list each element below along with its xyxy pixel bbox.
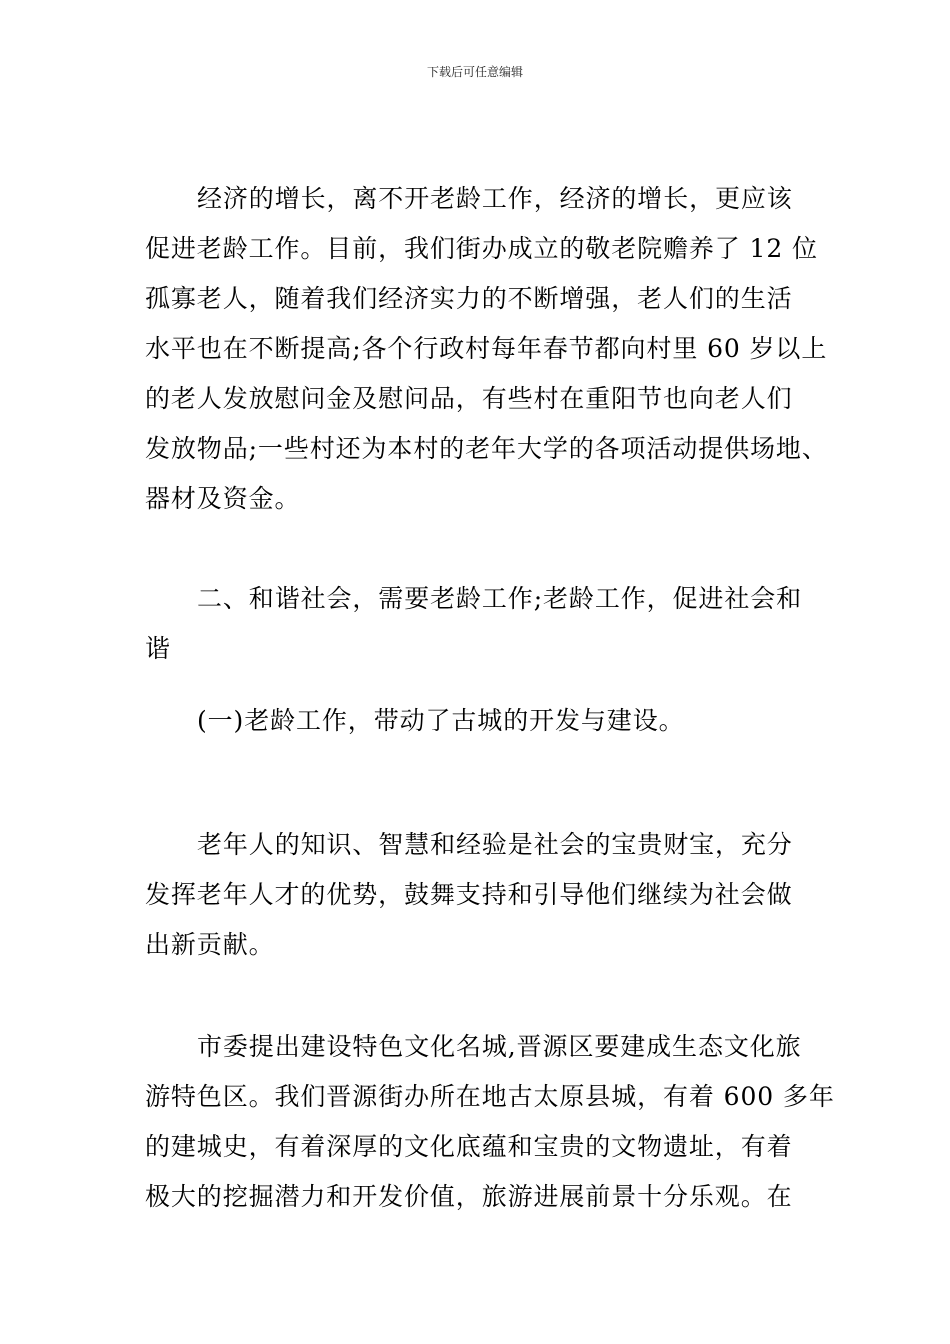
paragraph-line: 老年人的知识、智慧和经验是社会的宝贵财宝，充分 [197,830,793,859]
paragraph-line: 经济的增长，离不开老龄工作，经济的增长，更应该 [197,184,793,213]
page-header: 下载后可任意编辑 [426,65,523,79]
subheading-line: (一)老龄工作，带动了古城的开发与建设。 [197,706,685,735]
paragraph-line: 发放物品;一些村还为本村的老年大学的各项活动提供场地、 [145,434,828,463]
paragraph-line: 的老人发放慰问金及慰问品，有些村在重阳节也向老人们 [145,384,793,413]
heading-line: 二、和谐社会，需要老龄工作;老龄工作，促进社会和 [197,584,803,613]
paragraph-line: 水平也在不断提高;各个行政村每年春节都向村里 60 岁以上 [145,334,828,363]
paragraph-line: 市委提出建设特色文化名城,晋源区要建成生态文化旅 [197,1032,802,1061]
paragraph-line: 孤寡老人，随着我们经济实力的不断增强，老人们的生活 [145,284,793,313]
paragraph-line: 出新贡献。 [145,930,275,959]
paragraph-line: 促进老龄工作。目前，我们街办成立的敬老院赡养了 12 位 [145,234,818,263]
paragraph-line: 游特色区。我们晋源街办所在地古太原县城，有着 600 多年 [145,1082,835,1111]
paragraph-line: 的建城史，有着深厚的文化底蕴和宝贵的文物遗址，有着 [145,1132,793,1161]
paragraph-line: 发挥老年人才的优势，鼓舞支持和引导他们继续为社会做 [145,880,793,909]
paragraph-line: 器材及资金。 [145,484,301,513]
paragraph-line: 极大的挖掘潜力和开发价值，旅游进展前景十分乐观。在 [145,1182,793,1211]
heading-line: 谐 [145,634,171,663]
